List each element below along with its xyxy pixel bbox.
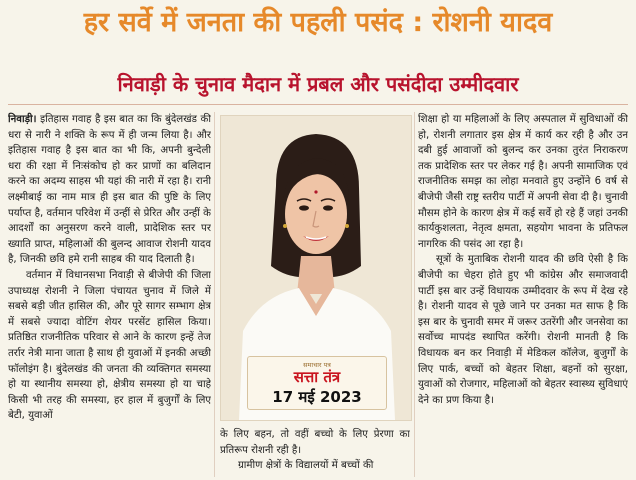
article-paragraph: शिक्षा हो या महिलाओं के लिए अस्पताल में सुविधाओं की हो, रोशनी लगातार इस क्षेत्र में कार्य कर रही है और उन दबी हुई आवाजों को बुलन्द कर उनका तुरंत निराकरण तक प्रादेशिक स्तर पर लेकर गई है। अपनी सामाजिक एवं राजनीतिक समझ का लोहा मनवाते हुए उन्होंने 6 वर्ष से बीजेपी जैसी राष्ट्र स्तरीय पार्टी में अपनी सेवा दी है। चुनावी मौसम होने के कारण क्षेत्र में कई सर्वे हो रहे हैं जहां उनकी कार्यकुशलता, नेतृत्व क्षमता, सहयोग भावना के प्रतिफल नागरिक की पसंद आ रहा है। xyxy=(418,114,628,250)
article-paragraph: सूत्रों के मुताबिक रोशनी यादव की छवि ऐसी है कि बीजेपी का चेहरा होते हुए भी कांग्रेस और समाजवादी पार्टी इस बार उन्हें विधायक उम्मीदवार के रूप में देख रहे है। रोशनी यादव से पूछे जाने पर उनका मत साफ है कि इस बार के चुनावी समर में जरूर उतरेंगी और जनसेवा का सर्वोच्च मापदंड स्थापित करेंगी। रोशनी मानती है कि विधायक बन कर निवाड़ी में मेडिकल कॉलेज, बुजुर्गों के लिए पार्क, बच्चों को बेहतर शिक्षा, बहनों को सुरक्षा, युवाओं को रोजगार, महिलाओं को बेहतर स्वास्थ्य सुविधाएं देने का प्रण किया है। xyxy=(418,254,628,406)
column-divider xyxy=(414,112,415,477)
publication-date: 17 मई 2023 xyxy=(272,388,362,406)
article-paragraph: के लिए बहन, तो वहीं बच्चो के लिए प्रेरणा का प्रतिरूप रोशनी रही है। xyxy=(220,429,410,456)
subheadline: निवाड़ी के चुनाव मैदान में प्रबल और पसंदीदा उम्मीदवार xyxy=(117,72,519,96)
headline: हर सर्वे में जनता की पहली पसंद : रोशनी यादव xyxy=(83,7,553,38)
article-column-right xyxy=(418,112,628,480)
masthead-tagline: समाचार पत्र xyxy=(303,361,331,369)
column-divider xyxy=(214,112,215,477)
article-column-middle xyxy=(220,427,410,480)
article-paragraph xyxy=(8,112,211,268)
divider-rule xyxy=(8,104,628,105)
masthead-logo xyxy=(247,356,387,410)
article-column-left xyxy=(8,112,211,480)
candidate-photo xyxy=(220,115,412,421)
article-paragraph: ग्रामीण क्षेत्रों के विद्यालयों में बच्चों की xyxy=(238,460,374,472)
paragraph-text: इतिहास गवाह है इस बात का कि बुंदेलखंड की धरा से नारी ने शक्ति के रूप में ही जन्म लिया है। और इतिहास गवाह है इस बात का भी कि, अपनी बुन्देली धरा की रक्षा में निःसंकोच हो कर प्राणों का बलिदान करने का अदम्य साहस भी यहां की नारी में रहा है। रानी लक्ष्मीबाई का नाम मात्र ही इस बात की पुष्टि के लिए पर्याप्त है, वर्तमान परिवेश में उन्हीं से प्रेरित और उन्हीं के आदर्शों का अनुसरण करने वाली, प्रादेशिक स्तर पर ख्याति प्राप्त, महिलाओं की बुलन्द आवाज रोशनी यादव है, जिनकी छवि हमे रानी साहब की याद दिलाती है। xyxy=(8,114,211,266)
dateline: निवाड़ी। xyxy=(8,114,37,125)
masthead-name: सत्ता तंत्र xyxy=(293,368,341,386)
article-paragraph: वर्तमान में विधानसभा निवाड़ी से बीजेपी की जिला उपाध्यक्ष रोशनी ने जिला पंचायत चुनाव में जिले में सबसे बड़ी जीत हासिल की, और पूरे सागर सम्भाग क्षेत्र में सबसे ज्यादा वोटिंग शेयर परसेंट हासिल किया। प्रतिष्ठित राजनीतिक परिवार से आने के कारण इन्हें तेज तर्रार नेत्री माना जाता है साथ ही युवाओं में इनकी अच्छी फॉलोइंग है। बुंदेलखंड की जनता की व्यक्तिगत समस्या हो या स्थानीय समस्या हो, क्षेत्रीय समस्या हो या चाहे किसी भी तरह की समस्या, हर हाल में बुजुर्गों के लिए बेटी, युवाओं xyxy=(8,269,211,422)
